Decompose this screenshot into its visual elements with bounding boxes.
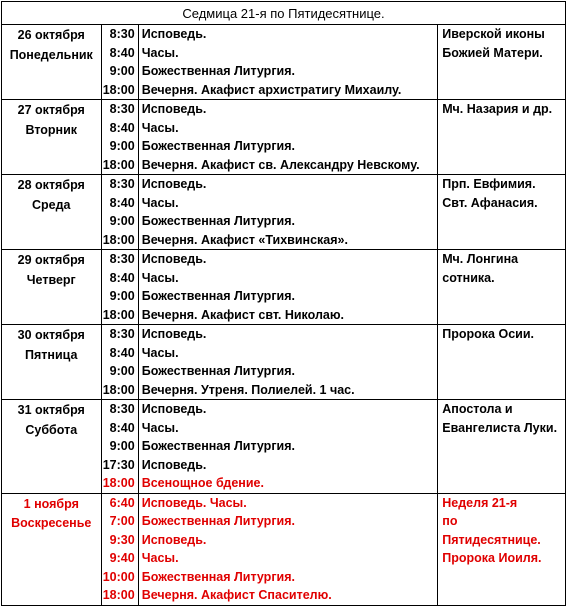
service-time: 9:00 <box>109 364 135 378</box>
day-date: 28 октября <box>17 178 85 192</box>
feast-line: Евангелиста Луки. <box>442 420 558 435</box>
services-cell <box>138 175 438 250</box>
day-row <box>2 493 566 605</box>
service-name: Божественная Литургия. <box>141 364 295 378</box>
feast-cell <box>438 100 566 175</box>
feast-line: Божией Матери. <box>442 45 543 60</box>
service-time: 9:00 <box>109 439 135 453</box>
service-time: 17:30 <box>102 457 135 472</box>
feast-line: сотника. <box>442 270 495 285</box>
services-cell <box>138 100 438 175</box>
service-time: 7:00 <box>109 514 135 528</box>
times-cell <box>101 325 138 400</box>
day-cell <box>2 100 102 175</box>
service-time: 18:00 <box>102 157 135 172</box>
service-time: 18:00 <box>102 232 135 247</box>
service-time: 8:40 <box>109 345 135 360</box>
service-time: 8:40 <box>109 120 135 135</box>
service-name: Вечерня. Акафист «Тихвинская». <box>141 232 348 247</box>
schedule-table <box>1 1 566 606</box>
service-time: 9:30 <box>109 532 135 547</box>
times-cell <box>101 493 138 605</box>
feast-cell <box>438 250 566 325</box>
feast-cell <box>438 25 566 100</box>
day-date: 29 октября <box>17 253 85 267</box>
service-time: 9:40 <box>109 551 135 565</box>
feast-cell <box>438 493 566 605</box>
services-cell <box>138 25 438 100</box>
day-cell <box>2 25 102 100</box>
day-row <box>2 175 566 250</box>
service-name: Часы. <box>141 551 179 565</box>
services-cell <box>138 325 438 400</box>
service-name: Часы. <box>141 195 179 210</box>
day-cell <box>2 400 102 494</box>
service-name: Вечерня. Акафист Спасителю. <box>141 588 332 602</box>
service-time: 8:40 <box>109 270 135 285</box>
service-time: 10:00 <box>102 569 135 584</box>
day-cell <box>2 175 102 250</box>
service-name: Исповедь. <box>141 327 207 341</box>
day-date: 30 октября <box>17 328 85 342</box>
feast-line: Апостола и <box>442 402 513 416</box>
service-name: Исповедь. <box>141 177 207 191</box>
feast-line: Пророка Иоиля. <box>442 551 542 565</box>
service-name: Часы. <box>141 270 179 285</box>
service-name: Исповедь. <box>141 457 207 472</box>
day-row <box>2 100 566 175</box>
times-cell <box>101 100 138 175</box>
day-weekday: Четверг <box>26 272 76 287</box>
day-row <box>2 25 566 100</box>
service-name: Часы. <box>141 120 179 135</box>
services-cell <box>138 493 438 605</box>
service-time: 8:40 <box>109 45 135 60</box>
times-cell <box>101 250 138 325</box>
feast-line: Пятидесятнице. <box>442 532 541 547</box>
services-cell <box>138 400 438 494</box>
service-name: Божественная Литургия. <box>141 139 295 153</box>
service-name: Всенощное бдение. <box>141 476 264 490</box>
service-name: Божественная Литургия. <box>141 64 295 78</box>
day-cell <box>2 250 102 325</box>
service-time: 8:30 <box>109 27 135 41</box>
service-name: Исповедь. <box>141 402 207 416</box>
service-name: Исповедь. Часы. <box>141 495 247 510</box>
service-time: 18:00 <box>102 382 135 397</box>
schedule-body <box>2 25 566 606</box>
feast-line: Мч. Лонгина <box>442 252 519 266</box>
feast-cell <box>438 400 566 494</box>
services-cell <box>138 250 438 325</box>
day-date: 27 октября <box>17 103 85 117</box>
service-name: Вечерня. Акафист св. Александру Невскому. <box>141 157 420 172</box>
service-time: 18:00 <box>102 476 135 490</box>
service-time: 9:00 <box>109 289 135 303</box>
day-date: 26 октября <box>17 28 85 42</box>
times-cell <box>101 400 138 494</box>
day-date: 1 ноября <box>23 496 79 511</box>
service-name: Исповедь. <box>141 252 207 266</box>
service-name: Вечерня. Утреня. Полиелей. 1 час. <box>141 382 355 397</box>
day-weekday: Вторник <box>25 122 78 137</box>
service-name: Божественная Литургия. <box>141 439 295 453</box>
service-time: 8:30 <box>109 252 135 266</box>
schedule-title: Седмица 21-я по Пятидесятнице. <box>2 2 566 25</box>
service-time: 8:30 <box>109 177 135 191</box>
day-row <box>2 250 566 325</box>
feast-line: Прп. Евфимия. <box>442 177 536 191</box>
service-name: Божественная Литургия. <box>141 289 295 303</box>
service-name: Часы. <box>141 45 179 60</box>
times-cell <box>101 25 138 100</box>
service-time: 9:00 <box>109 139 135 153</box>
feast-line: Свт. Афанасия. <box>442 195 538 210</box>
service-time: 8:30 <box>109 327 135 341</box>
service-name: Исповедь. <box>141 532 207 547</box>
day-row <box>2 325 566 400</box>
service-time: 8:40 <box>109 195 135 210</box>
service-name: Вечерня. Акафист свт. Николаю. <box>141 307 345 322</box>
times-cell <box>101 175 138 250</box>
feast-line: по <box>442 514 458 528</box>
service-time: 8:30 <box>109 102 135 116</box>
service-name: Часы. <box>141 420 179 435</box>
service-name: Исповедь. <box>141 27 207 41</box>
day-weekday: Суббота <box>25 422 78 437</box>
service-name: Божественная Литургия. <box>141 214 295 228</box>
service-time: 8:30 <box>109 402 135 416</box>
day-weekday: Воскресенье <box>11 516 92 530</box>
service-time: 6:40 <box>109 495 135 510</box>
service-time: 9:00 <box>109 214 135 228</box>
service-name: Божественная Литургия. <box>141 514 295 528</box>
service-time: 8:40 <box>109 420 135 435</box>
day-row <box>2 400 566 494</box>
service-name: Часы. <box>141 345 179 360</box>
service-time: 9:00 <box>109 64 135 78</box>
day-cell <box>2 325 102 400</box>
service-name: Вечерня. Акафист архистратигу Михаилу. <box>141 82 402 97</box>
feast-cell <box>438 325 566 400</box>
day-date: 31 октября <box>17 403 85 417</box>
day-weekday: Понедельник <box>9 47 93 62</box>
service-name: Исповедь. <box>141 102 207 116</box>
day-weekday: Пятница <box>25 347 78 362</box>
service-time: 18:00 <box>102 307 135 322</box>
service-time: 18:00 <box>102 588 135 602</box>
feast-line: Пророка Осии. <box>442 327 534 341</box>
day-weekday: Среда <box>32 197 71 212</box>
feast-cell <box>438 175 566 250</box>
feast-line: Мч. Назария и др. <box>442 102 553 116</box>
feast-line: Неделя 21-я <box>442 495 518 510</box>
day-cell <box>2 493 102 605</box>
feast-line: Иверской иконы <box>442 27 545 41</box>
service-name: Божественная Литургия. <box>141 569 295 584</box>
service-time: 18:00 <box>102 82 135 97</box>
